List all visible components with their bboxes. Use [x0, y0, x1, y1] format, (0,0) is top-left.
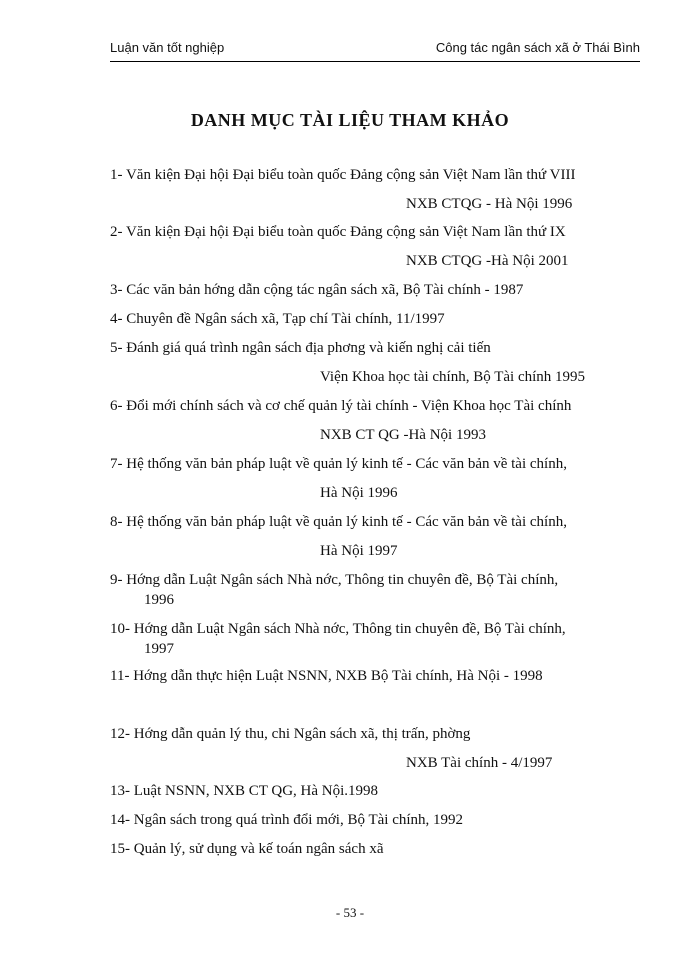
- reference-9-line2: 1996: [144, 592, 174, 608]
- reference-12-line2: NXB Tài chính - 4/1997: [406, 755, 553, 771]
- reference-7-line2: Hà Nội 1996: [320, 485, 398, 501]
- reference-9-line1: 9- Hớng dẫn Luật Ngân sách Nhà nớc, Thông tin chuyên đề, Bộ Tài chính,: [110, 572, 559, 588]
- header-left: Luận văn tốt nghiệp: [110, 40, 225, 55]
- reference-11-line1: 11- Hớng dẫn thực hiện Luật NSNN, NXB Bộ Tài chính, Hà Nội - 1998: [110, 668, 543, 684]
- page-number: - 53 -: [335, 905, 365, 920]
- reference-8-line1: 8- Hệ thống văn bản pháp luật về quản lý kinh tế - Các văn bản về tài chính,: [110, 514, 567, 530]
- reference-5-line1: 5- Đánh giá quá trình ngân sách địa phơng và kiến nghị cải tiến: [110, 340, 491, 356]
- reference-10-line2: 1997: [144, 641, 174, 657]
- reference-8-line2: Hà Nội 1997: [320, 543, 398, 559]
- reference-14-line1: 14- Ngân sách trong quá trình đổi mới, Bộ Tài chính, 1992: [110, 812, 464, 828]
- reference-2-line2: NXB CTQG -Hà Nội 2001: [406, 253, 569, 269]
- reference-10-line1: 10- Hớng dẫn Luật Ngân sách Nhà nớc, Thông tin chuyên đề, Bộ Tài chính,: [110, 621, 566, 637]
- reference-4-line1: 4- Chuyên đề Ngân sách xã, Tạp chí Tài chính, 11/1997: [110, 311, 445, 327]
- page-title: DANH MỤC TÀI LIỆU THAM KHẢO: [190, 110, 510, 130]
- running-header: [110, 38, 640, 60]
- reference-12-line1: 12- Hớng dẫn quản lý thu, chi Ngân sách xã, thị trấn, phờng: [110, 726, 471, 742]
- reference-1-line2: NXB CTQG - Hà Nội 1996: [406, 196, 573, 212]
- reference-6-line1: 6- Đổi mới chính sách và cơ chế quản lý tài chính - Viện Khoa học Tài chính: [110, 398, 572, 414]
- reference-1-line1: 1- Văn kiện Đại hội Đại biểu toàn quốc Đảng cộng sản Việt Nam lần thứ VIII: [110, 167, 576, 183]
- reference-5-line2: Viện Khoa học tài chính, Bộ Tài chính 1995: [320, 369, 586, 385]
- header-right: Công tác ngân sách xã ở Thái Bình: [435, 40, 640, 55]
- reference-2-line1: 2- Văn kiện Đại hội Đại biểu toàn quốc Đảng cộng sản Việt Nam lần thứ IX: [110, 224, 566, 240]
- reference-7-line1: 7- Hệ thống văn bản pháp luật về quản lý kinh tế - Các văn bản về tài chính,: [110, 456, 567, 472]
- reference-3-line1: 3- Các văn bản hớng dẫn cộng tác ngân sách xã, Bộ Tài chính - 1987: [110, 282, 524, 298]
- header-divider: [110, 61, 640, 62]
- reference-6-line2: NXB CT QG -Hà Nội 1993: [320, 427, 486, 443]
- reference-15-line1: 15- Quản lý, sử dụng và kế toán ngân sách xã: [110, 841, 384, 857]
- reference-13-line1: 13- Luật NSNN, NXB CT QG, Hà Nội.1998: [110, 783, 379, 799]
